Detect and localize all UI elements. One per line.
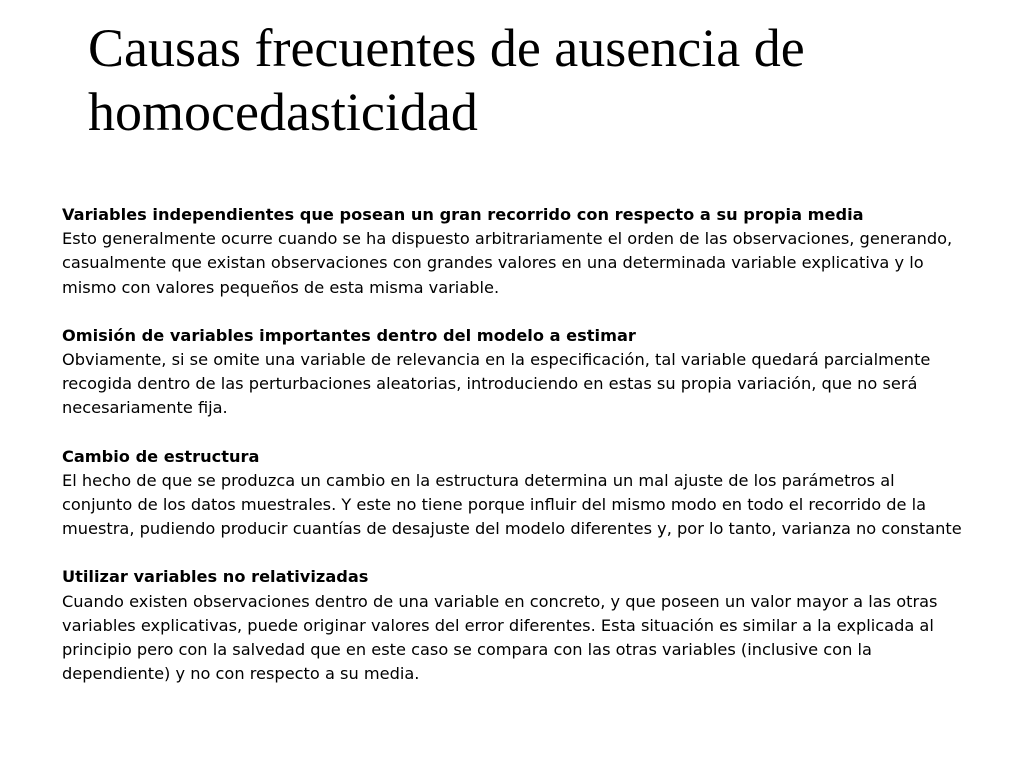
- section-heading: Utilizar variables no relativizadas: [62, 567, 369, 587]
- section-omision-variables: [62, 324, 962, 421]
- slide-content: [62, 203, 962, 710]
- section-body: Esto generalmente ocurre cuando se ha dispuesto arbitrariamente el orden de las observaciones, generando, casualmente que existan observaciones con grandes valores en una determinada variable explicativa y lo mismo con valores pequeños de esta misma variable.: [62, 229, 953, 297]
- section-cambio-estructura: [62, 445, 962, 542]
- section-body: Cuando existen observaciones dentro de una variable en concreto, y que poseen un valor mayor a las otras variables explicativas, puede originar valores del error diferentes. Esta situación es similar a la explicada al principio pero con la salvedad que en este caso se compara con las otras variables (inclusive con la dependiente) y no con respecto a su media.: [62, 591, 938, 684]
- section-body: El hecho de que se produzca un cambio en la estructura determina un mal ajuste de los parámetros al conjunto de los datos muestrales. Y este no tiene porque influir del mismo modo en todo el recorrido de la muestra, pudiendo producir cuantías de desajuste del modelo diferentes y, por lo tanto, varianza no constante: [62, 470, 962, 539]
- section-heading: Cambio de estructura: [62, 446, 260, 466]
- section-variables-no-relativizadas: [62, 565, 962, 686]
- section-heading: Omisión de variables importantes dentro del modelo a estimar: [62, 325, 636, 345]
- section-body: Obviamente, si se omite una variable de relevancia en la especificación, tal variable quedará parcialmente recogida dentro de las perturbaciones aleatorias, introduciendo en estas su propia variación, que no será necesariamente fija.: [62, 350, 931, 418]
- section-gran-recorrido: [62, 203, 962, 300]
- slide-title: Causas frecuentes de ausencia de homocedasticidad: [88, 18, 805, 142]
- section-heading: Variables independientes que posean un gran recorrido con respecto a su propia media: [62, 205, 864, 224]
